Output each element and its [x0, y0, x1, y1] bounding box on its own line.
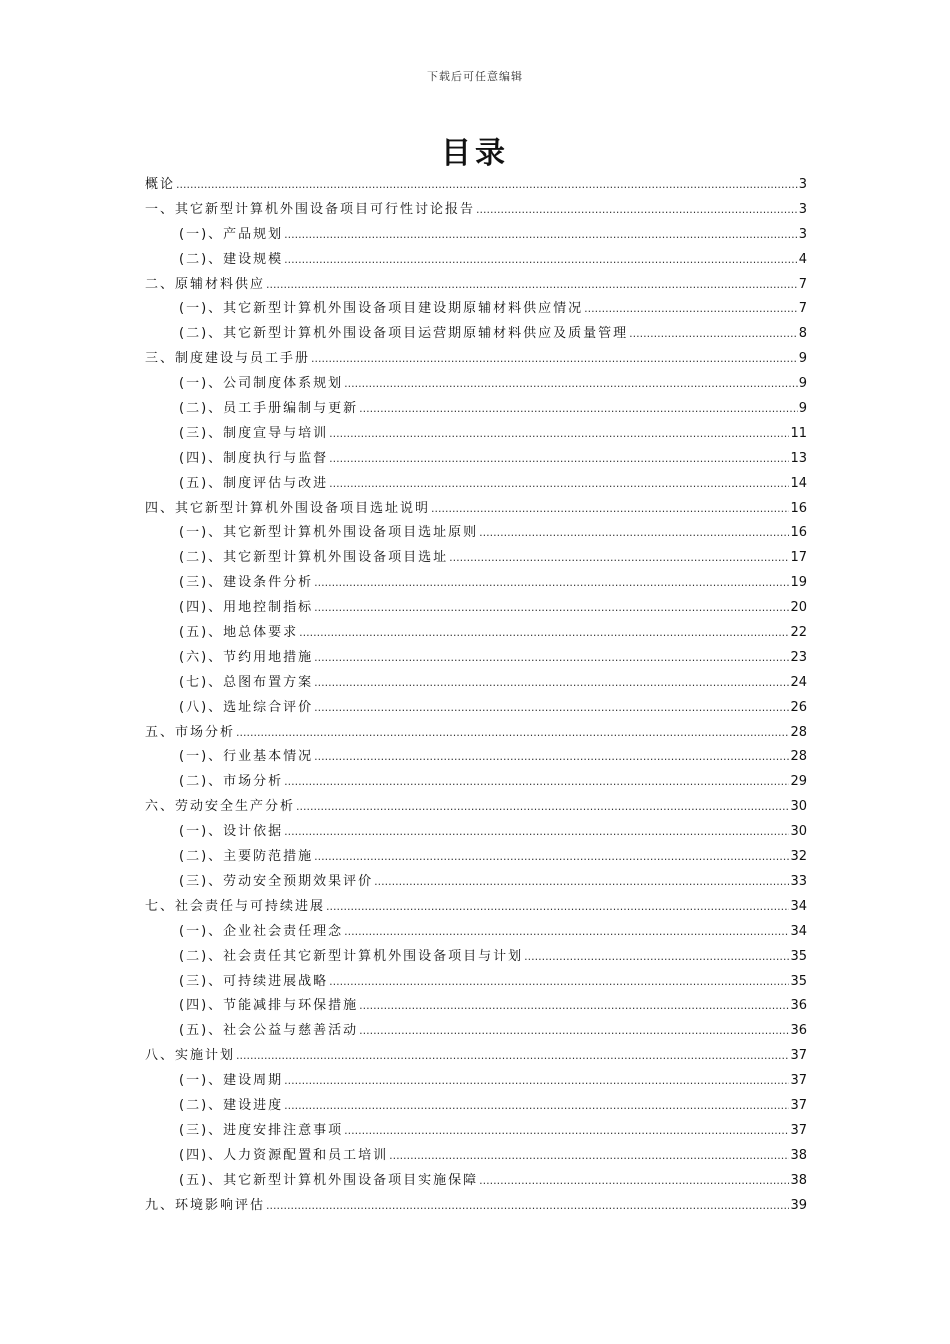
toc-entry[interactable]	[145, 1044, 807, 1069]
toc-entry[interactable]	[145, 1194, 807, 1219]
toc-dot-leader	[311, 351, 798, 366]
toc-page-number: 37	[790, 1122, 807, 1138]
toc-entry-text: (二)、社会责任其它新型计算机外围设备项目与计划	[179, 948, 524, 964]
toc-page-number: 16	[790, 500, 807, 516]
toc-page-number: 30	[790, 799, 807, 815]
toc-page-number: 35	[790, 948, 807, 964]
toc-page-number: 22	[790, 625, 807, 641]
toc-entry-text: (八)、选址综合评价	[179, 699, 314, 715]
toc-entry-text: (三)、建设条件分析	[179, 575, 314, 591]
toc-page-number: 37	[790, 1097, 807, 1113]
header-note: 下载后可任意编辑	[427, 70, 523, 83]
toc-page-number: 39	[790, 1197, 807, 1213]
toc-dot-leader	[389, 1148, 789, 1163]
toc-dot-leader	[314, 700, 789, 715]
toc-entry-text: (五)、地总体要求	[179, 625, 299, 641]
toc-dot-leader	[314, 575, 789, 590]
toc-entry[interactable]	[145, 1119, 807, 1144]
toc-entry-text: (一)、建设周期	[179, 1073, 284, 1089]
toc-dot-leader	[314, 849, 789, 864]
toc-entry-text: (一)、其它新型计算机外围设备项目建设期原辅材料供应情况	[179, 301, 584, 317]
toc-entry[interactable]	[145, 571, 807, 596]
toc-dot-leader	[431, 501, 789, 516]
page-title: 目录	[441, 136, 509, 171]
toc-entry-text: (五)、制度评估与改进	[179, 475, 329, 491]
toc-entry[interactable]	[145, 646, 807, 671]
toc-dot-leader	[284, 774, 789, 789]
toc-entry-text: (四)、制度执行与监督	[179, 450, 329, 466]
toc-page-number: 36	[790, 998, 807, 1014]
toc-entry-text: (三)、劳动安全预期效果评价	[179, 873, 374, 889]
toc-page-number: 37	[790, 1073, 807, 1089]
toc-page-number: 32	[790, 849, 807, 865]
toc-dot-leader	[236, 1048, 789, 1063]
toc-page-number: 9	[798, 401, 807, 417]
toc-entry-text: 一、其它新型计算机外围设备项目可行性讨论报告	[145, 201, 476, 217]
toc-page-number: 20	[790, 600, 807, 616]
toc-entry-text: (四)、用地控制指标	[179, 600, 314, 616]
toc-dot-leader	[359, 998, 789, 1013]
toc-entry-text: (五)、社会公益与慈善活动	[179, 1023, 359, 1039]
toc-entry[interactable]	[145, 621, 807, 646]
toc-dot-leader	[266, 1198, 789, 1213]
toc-entry-text: (一)、其它新型计算机外围设备项目选址原则	[179, 525, 479, 541]
toc-entry[interactable]	[145, 820, 807, 845]
toc-entry-text: 概论	[145, 177, 176, 192]
toc-entry-text: (一)、企业社会责任理念	[179, 923, 344, 939]
toc-page-number: 28	[790, 749, 807, 765]
toc-entry[interactable]	[145, 745, 807, 770]
toc-entry[interactable]	[145, 173, 807, 198]
toc-entry-text: (四)、节能减排与环保措施	[179, 998, 359, 1014]
toc-entry-text: (四)、人力资源配置和员工培训	[179, 1147, 389, 1163]
toc-entry-text: (二)、员工手册编制与更新	[179, 401, 359, 417]
toc-page-number: 8	[798, 326, 807, 342]
toc-entry[interactable]	[145, 198, 807, 223]
toc-entry[interactable]	[145, 297, 807, 322]
toc-entry[interactable]	[145, 845, 807, 870]
toc-page-number: 7	[798, 301, 807, 317]
toc-dot-leader	[329, 974, 789, 989]
table-of-contents	[145, 173, 807, 1218]
toc-entry[interactable]	[145, 721, 807, 746]
toc-dot-leader	[359, 1023, 789, 1038]
toc-page-number: 23	[790, 649, 807, 665]
toc-entry[interactable]	[145, 920, 807, 945]
toc-page-number: 4	[798, 251, 807, 267]
toc-page-number: 35	[790, 973, 807, 989]
toc-entry-text: 七、社会责任与可持续进展	[145, 898, 326, 914]
toc-dot-leader	[284, 252, 798, 267]
toc-page-number: 36	[790, 1023, 807, 1039]
toc-page-number: 16	[790, 525, 807, 541]
toc-page-number: 9	[798, 376, 807, 392]
toc-entry[interactable]	[145, 696, 807, 721]
toc-dot-leader	[284, 227, 798, 242]
toc-entry-text: (五)、其它新型计算机外围设备项目实施保障	[179, 1172, 479, 1188]
toc-dot-leader	[344, 924, 789, 939]
toc-page-number: 34	[790, 923, 807, 939]
toc-entry[interactable]	[145, 596, 807, 621]
toc-entry-text: (三)、制度宣导与培训	[179, 425, 329, 441]
toc-entry-text: (三)、进度安排注意事项	[179, 1122, 344, 1138]
toc-page-number: 24	[790, 674, 807, 690]
toc-entry[interactable]	[145, 372, 807, 397]
toc-entry[interactable]	[145, 546, 807, 571]
toc-entry-text: (一)、公司制度体系规划	[179, 376, 344, 392]
toc-dot-leader	[479, 1173, 789, 1188]
toc-entry[interactable]	[145, 945, 807, 970]
toc-dot-leader	[329, 476, 789, 491]
toc-entry-text: 三、制度建设与员工手册	[145, 351, 311, 367]
toc-entry[interactable]	[145, 671, 807, 696]
toc-page-number: 19	[790, 575, 807, 591]
toc-page-number: 7	[798, 276, 807, 292]
toc-entry-text: (二)、主要防范措施	[179, 849, 314, 865]
toc-dot-leader	[284, 1073, 789, 1088]
toc-entry-text: (二)、建设进度	[179, 1097, 284, 1113]
toc-entry[interactable]	[145, 521, 807, 546]
toc-entry[interactable]	[145, 347, 807, 372]
toc-dot-leader	[629, 326, 798, 341]
toc-entry[interactable]	[145, 970, 807, 995]
toc-dot-leader	[584, 301, 798, 316]
toc-dot-leader	[329, 451, 789, 466]
toc-entry-text: 八、实施计划	[145, 1048, 236, 1064]
toc-entry-text: (二)、其它新型计算机外围设备项目运营期原辅材料供应及质量管理	[179, 326, 629, 342]
toc-dot-leader	[236, 725, 789, 740]
toc-page-number: 3	[798, 177, 807, 192]
toc-entry[interactable]	[145, 895, 807, 920]
toc-dot-leader	[344, 1123, 789, 1138]
toc-entry[interactable]	[145, 994, 807, 1019]
toc-dot-leader	[314, 675, 789, 690]
toc-entry-text: (六)、节约用地措施	[179, 649, 314, 665]
toc-page-number: 38	[790, 1172, 807, 1188]
toc-dot-leader	[359, 401, 798, 416]
toc-dot-leader	[176, 177, 798, 192]
toc-page-number: 28	[790, 724, 807, 740]
toc-page-number: 29	[790, 774, 807, 790]
toc-entry-text: 四、其它新型计算机外围设备项目选址说明	[145, 500, 431, 516]
toc-entry-text: (二)、建设规模	[179, 251, 284, 267]
toc-page-number: 30	[790, 824, 807, 840]
toc-dot-leader	[284, 824, 789, 839]
toc-entry[interactable]	[145, 770, 807, 795]
toc-entry[interactable]	[145, 1094, 807, 1119]
toc-dot-leader	[314, 749, 789, 764]
toc-dot-leader	[296, 799, 789, 814]
toc-entry[interactable]	[145, 1069, 807, 1094]
toc-entry[interactable]	[145, 1169, 807, 1194]
toc-page-number: 3	[798, 201, 807, 217]
toc-dot-leader	[284, 1098, 789, 1113]
toc-page-number: 34	[790, 898, 807, 914]
toc-dot-leader	[476, 202, 798, 217]
toc-entry[interactable]	[145, 1144, 807, 1169]
toc-page-number: 14	[790, 475, 807, 491]
toc-page-number: 3	[798, 226, 807, 242]
toc-entry[interactable]	[145, 397, 807, 422]
toc-dot-leader	[329, 426, 789, 441]
toc-page-number: 33	[790, 873, 807, 889]
toc-entry-text: (一)、产品规划	[179, 226, 284, 242]
toc-entry[interactable]	[145, 1019, 807, 1044]
toc-entry-text: (一)、行业基本情况	[179, 749, 314, 765]
toc-dot-leader	[449, 550, 789, 565]
toc-entry[interactable]	[145, 273, 807, 298]
toc-page-number: 9	[798, 351, 807, 367]
toc-page-number: 26	[790, 699, 807, 715]
toc-page-number: 38	[790, 1147, 807, 1163]
toc-entry[interactable]	[145, 248, 807, 273]
toc-dot-leader	[314, 600, 789, 615]
toc-page-number: 37	[790, 1048, 807, 1064]
toc-page-number: 11	[790, 425, 807, 441]
toc-dot-leader	[299, 625, 789, 640]
toc-entry-text: 五、市场分析	[145, 724, 236, 740]
toc-entry[interactable]	[145, 223, 807, 248]
toc-entry-text: (二)、其它新型计算机外围设备项目选址	[179, 550, 449, 566]
toc-entry-text: (一)、设计依据	[179, 824, 284, 840]
toc-entry[interactable]	[145, 422, 807, 447]
toc-entry-text: (七)、总图布置方案	[179, 674, 314, 690]
toc-entry[interactable]	[145, 472, 807, 497]
toc-dot-leader	[344, 376, 798, 391]
toc-entry-text: 九、环境影响评估	[145, 1197, 266, 1213]
toc-page-number: 17	[790, 550, 807, 566]
toc-dot-leader	[314, 650, 789, 665]
toc-dot-leader	[326, 899, 789, 914]
toc-entry-text: 二、原辅材料供应	[145, 276, 266, 292]
toc-dot-leader	[524, 949, 789, 964]
toc-dot-leader	[374, 874, 789, 889]
toc-entry[interactable]	[145, 795, 807, 820]
toc-entry-text: 六、劳动安全生产分析	[145, 799, 296, 815]
toc-entry[interactable]	[145, 447, 807, 472]
toc-entry[interactable]	[145, 870, 807, 895]
toc-entry[interactable]	[145, 497, 807, 522]
toc-dot-leader	[479, 525, 789, 540]
toc-entry-text: (三)、可持续进展战略	[179, 973, 329, 989]
toc-entry[interactable]	[145, 322, 807, 347]
toc-dot-leader	[266, 277, 798, 292]
toc-entry-text: (二)、市场分析	[179, 774, 284, 790]
toc-page-number: 13	[790, 450, 807, 466]
